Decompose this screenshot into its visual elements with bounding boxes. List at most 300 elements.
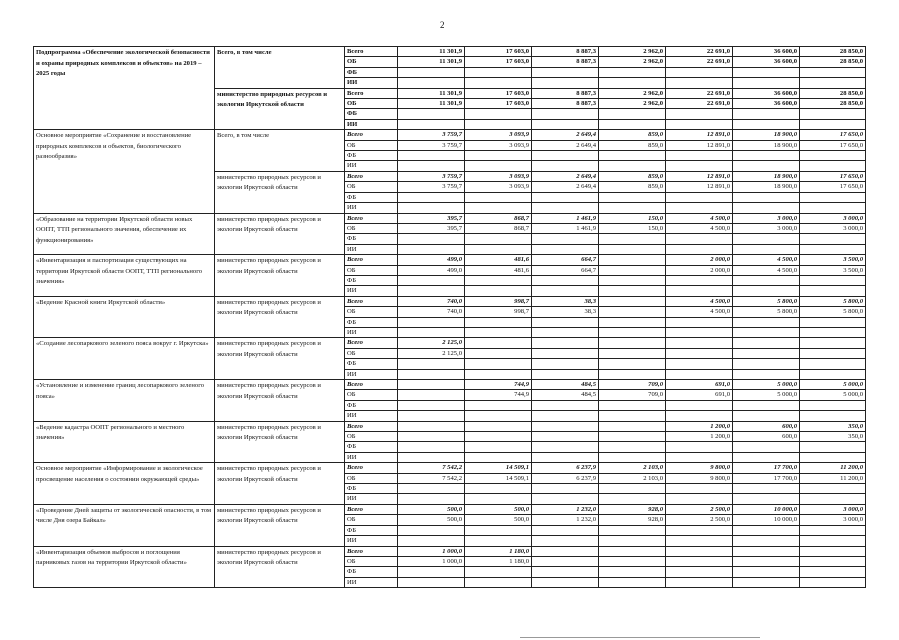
amount-cell: 2 500,0 (666, 504, 733, 514)
activity-name-cell: «Инвентаризация и паспортизация существующих на территории Иркутской области ООПТ, ТТП регионального значения» (34, 255, 215, 297)
amount-cell: 17 650,0 (800, 130, 866, 140)
amount-cell (532, 286, 599, 296)
amount-cell: 500,0 (398, 515, 465, 525)
amount-cell: 2 500,0 (666, 515, 733, 525)
amount-cell: 36 600,0 (733, 88, 800, 98)
amount-cell: 4 500,0 (733, 255, 800, 265)
funding-source-cell: ФБ (345, 525, 398, 535)
amount-cell: 481,6 (465, 265, 532, 275)
amount-cell (465, 67, 532, 77)
amount-cell (465, 577, 532, 587)
amount-cell (800, 494, 866, 504)
amount-cell: 12 891,0 (666, 171, 733, 181)
funding-source-cell: ФБ (345, 484, 398, 494)
amount-cell (599, 109, 666, 119)
amount-cell: 2 962,0 (599, 88, 666, 98)
funding-source-cell: ИИ (345, 161, 398, 171)
amount-cell (532, 78, 599, 88)
amount-cell: 2 649,4 (532, 182, 599, 192)
amount-cell (733, 151, 800, 161)
amount-cell (800, 400, 866, 410)
amount-cell: 3 093,9 (465, 171, 532, 181)
amount-cell (465, 338, 532, 348)
funding-source-cell: Всего (345, 504, 398, 514)
amount-cell (599, 151, 666, 161)
amount-cell (733, 286, 800, 296)
amount-cell (465, 192, 532, 202)
amount-cell: 17 700,0 (733, 473, 800, 483)
amount-cell (465, 400, 532, 410)
amount-cell (532, 203, 599, 213)
activity-name-cell: «Создание лесопаркового зеленого пояса вокруг г. Иркутска» (34, 338, 215, 380)
amount-cell (398, 390, 465, 400)
amount-cell (599, 234, 666, 244)
amount-cell (532, 536, 599, 546)
funding-source-cell: ОБ (345, 390, 398, 400)
amount-cell (465, 421, 532, 431)
amount-cell (800, 567, 866, 577)
table-row (34, 504, 866, 514)
amount-cell (800, 442, 866, 452)
amount-cell: 499,0 (398, 255, 465, 265)
amount-cell: 998,7 (465, 296, 532, 306)
amount-cell (733, 452, 800, 462)
executor-cell: министерство природных ресурсов и экологии Иркутской области (215, 255, 345, 297)
amount-cell (599, 192, 666, 202)
funding-source-cell: Всего (345, 213, 398, 223)
amount-cell: 709,0 (599, 390, 666, 400)
amount-cell: 1 232,0 (532, 515, 599, 525)
amount-cell: 2 649,4 (532, 140, 599, 150)
amount-cell (465, 494, 532, 504)
amount-cell: 744,9 (465, 390, 532, 400)
amount-cell (599, 484, 666, 494)
amount-cell (666, 494, 733, 504)
amount-cell (599, 286, 666, 296)
amount-cell (532, 234, 599, 244)
funding-source-cell: ОБ (345, 432, 398, 442)
amount-cell: 5 000,0 (800, 390, 866, 400)
table-row (34, 338, 866, 348)
amount-cell: 481,6 (465, 255, 532, 265)
amount-cell (666, 577, 733, 587)
amount-cell (733, 359, 800, 369)
amount-cell: 3 000,0 (800, 515, 866, 525)
amount-cell (532, 161, 599, 171)
amount-cell (666, 442, 733, 452)
amount-cell (532, 275, 599, 285)
amount-cell: 18 900,0 (733, 182, 800, 192)
amount-cell (733, 317, 800, 327)
amount-cell: 17 650,0 (800, 182, 866, 192)
amount-cell (599, 452, 666, 462)
amount-cell: 664,7 (532, 265, 599, 275)
amount-cell (465, 286, 532, 296)
funding-source-cell: ФБ (345, 192, 398, 202)
amount-cell: 859,0 (599, 140, 666, 150)
amount-cell: 1 180,0 (465, 556, 532, 566)
table-row (34, 296, 866, 306)
amount-cell: 2 103,0 (599, 473, 666, 483)
funding-source-cell: ОБ (345, 556, 398, 566)
amount-cell (666, 109, 733, 119)
amount-cell (599, 567, 666, 577)
amount-cell: 17 603,0 (465, 57, 532, 67)
amount-cell: 3 759,7 (398, 171, 465, 181)
amount-cell (398, 78, 465, 88)
executor-cell: министерство природных ресурсов и экологии Иркутской области (215, 171, 345, 213)
funding-source-cell: Всего (345, 546, 398, 556)
activity-name-cell: «Образование на территории Иркутской области новых ООПТ, ТТП регионального значения, обеспечение их функционирования» (34, 213, 215, 255)
amount-cell (666, 348, 733, 358)
funding-source-cell: ИИ (345, 494, 398, 504)
amount-cell (532, 317, 599, 327)
activity-name-cell: Подпрограмма «Обеспечение экологической безопасности и охраны природных комплексов и объектов» на 2019 – 2025 годы (34, 47, 215, 130)
amount-cell (800, 536, 866, 546)
amount-cell (733, 109, 800, 119)
amount-cell: 1 180,0 (465, 546, 532, 556)
amount-cell (733, 484, 800, 494)
amount-cell (800, 67, 866, 77)
amount-cell (800, 411, 866, 421)
amount-cell (666, 525, 733, 535)
amount-cell (599, 369, 666, 379)
amount-cell: 859,0 (599, 171, 666, 181)
amount-cell: 3 500,0 (800, 255, 866, 265)
amount-cell: 1 200,0 (666, 432, 733, 442)
amount-cell: 5 800,0 (733, 296, 800, 306)
amount-cell (532, 421, 599, 431)
funding-source-cell: ОБ (345, 307, 398, 317)
amount-cell: 22 691,0 (666, 47, 733, 57)
amount-cell (599, 255, 666, 265)
amount-cell: 484,5 (532, 380, 599, 390)
amount-cell: 2 649,4 (532, 130, 599, 140)
amount-cell: 6 237,9 (532, 463, 599, 473)
funding-source-cell: ИИ (345, 119, 398, 129)
amount-cell (733, 556, 800, 566)
amount-cell (398, 452, 465, 462)
amount-cell (733, 442, 800, 452)
amount-cell (465, 369, 532, 379)
funding-source-cell: ИИ (345, 78, 398, 88)
amount-cell (532, 556, 599, 566)
amount-cell (800, 348, 866, 358)
amount-cell: 150,0 (599, 223, 666, 233)
amount-cell (666, 411, 733, 421)
executor-cell: министерство природных ресурсов и экологии Иркутской области (215, 338, 345, 380)
funding-source-cell: ФБ (345, 151, 398, 161)
amount-cell: 2 962,0 (599, 47, 666, 57)
table-row (34, 213, 866, 223)
amount-cell (666, 400, 733, 410)
amount-cell (800, 244, 866, 254)
amount-cell (599, 556, 666, 566)
amount-cell (599, 244, 666, 254)
funding-source-cell: ОБ (345, 99, 398, 109)
amount-cell (599, 67, 666, 77)
amount-cell (398, 369, 465, 379)
amount-cell: 664,7 (532, 255, 599, 265)
amount-cell (599, 411, 666, 421)
amount-cell (465, 234, 532, 244)
amount-cell (800, 317, 866, 327)
amount-cell (800, 327, 866, 337)
amount-cell: 5 800,0 (800, 296, 866, 306)
amount-cell (733, 67, 800, 77)
amount-cell: 1 200,0 (666, 421, 733, 431)
amount-cell: 12 891,0 (666, 182, 733, 192)
amount-cell: 3 759,7 (398, 140, 465, 150)
amount-cell: 2 125,0 (398, 348, 465, 358)
amount-cell: 14 509,1 (465, 473, 532, 483)
amount-cell: 499,0 (398, 265, 465, 275)
amount-cell (666, 203, 733, 213)
funding-source-cell: ИИ (345, 327, 398, 337)
amount-cell (599, 432, 666, 442)
activity-name-cell: «Установление и изменение границ лесопаркового зеленого пояса» (34, 380, 215, 422)
amount-cell (465, 484, 532, 494)
amount-cell: 11 301,9 (398, 57, 465, 67)
amount-cell: 998,7 (465, 307, 532, 317)
amount-cell (398, 119, 465, 129)
amount-cell: 10 000,0 (733, 504, 800, 514)
amount-cell (532, 567, 599, 577)
amount-cell: 36 600,0 (733, 47, 800, 57)
amount-cell (666, 286, 733, 296)
amount-cell (599, 359, 666, 369)
funding-source-cell: ИИ (345, 452, 398, 462)
funding-source-cell: ФБ (345, 275, 398, 285)
activity-name-cell: «Ведение кадастра ООПТ регионального и местного значения» (34, 421, 215, 463)
amount-cell (666, 234, 733, 244)
amount-cell: 17 603,0 (465, 88, 532, 98)
amount-cell (398, 286, 465, 296)
amount-cell: 2 125,0 (398, 338, 465, 348)
amount-cell (800, 275, 866, 285)
amount-cell (398, 161, 465, 171)
amount-cell (599, 307, 666, 317)
amount-cell (666, 192, 733, 202)
amount-cell: 691,0 (666, 380, 733, 390)
executor-cell: министерство природных ресурсов и экологии Иркутской области (215, 546, 345, 588)
funding-source-cell: Всего (345, 421, 398, 431)
amount-cell (666, 244, 733, 254)
amount-cell (398, 359, 465, 369)
amount-cell (599, 317, 666, 327)
table-row (34, 546, 866, 556)
amount-cell (532, 151, 599, 161)
amount-cell (398, 109, 465, 119)
amount-cell (599, 203, 666, 213)
amount-cell: 740,0 (398, 296, 465, 306)
amount-cell: 14 509,1 (465, 463, 532, 473)
amount-cell (666, 67, 733, 77)
amount-cell (800, 161, 866, 171)
activity-name-cell: Основное мероприятие «Сохранение и восстановление природных комплексов и объектов, биологического разнообразия» (34, 130, 215, 213)
amount-cell: 500,0 (398, 504, 465, 514)
amount-cell (398, 192, 465, 202)
amount-cell (666, 78, 733, 88)
amount-cell: 11 200,0 (800, 463, 866, 473)
funding-source-cell: Всего (345, 296, 398, 306)
amount-cell: 28 850,0 (800, 99, 866, 109)
amount-cell (465, 432, 532, 442)
amount-cell (800, 234, 866, 244)
funding-source-cell: ОБ (345, 348, 398, 358)
funding-source-cell: ОБ (345, 140, 398, 150)
amount-cell (532, 327, 599, 337)
amount-cell: 17 603,0 (465, 99, 532, 109)
amount-cell: 1 232,0 (532, 504, 599, 514)
funding-source-cell: ОБ (345, 57, 398, 67)
amount-cell (532, 577, 599, 587)
amount-cell (666, 338, 733, 348)
scan-artifact-line (520, 637, 760, 638)
amount-cell (599, 161, 666, 171)
amount-cell (465, 275, 532, 285)
amount-cell (532, 411, 599, 421)
funding-source-cell: Всего (345, 47, 398, 57)
amount-cell (465, 536, 532, 546)
amount-cell: 18 900,0 (733, 130, 800, 140)
amount-cell (532, 432, 599, 442)
funding-source-cell: ФБ (345, 567, 398, 577)
activity-name-cell: «Проведение Дней защиты от экологической опасности, в том числе Дня озера Байкал» (34, 504, 215, 546)
amount-cell: 600,0 (733, 421, 800, 431)
amount-cell: 1 000,0 (398, 556, 465, 566)
amount-cell: 350,0 (800, 421, 866, 431)
amount-cell (800, 192, 866, 202)
amount-cell (733, 348, 800, 358)
amount-cell (532, 494, 599, 504)
amount-cell (733, 494, 800, 504)
amount-cell (465, 327, 532, 337)
amount-cell (398, 525, 465, 535)
amount-cell (733, 369, 800, 379)
amount-cell (465, 317, 532, 327)
amount-cell (532, 192, 599, 202)
funding-source-cell: ФБ (345, 317, 398, 327)
amount-cell (465, 452, 532, 462)
amount-cell (532, 452, 599, 462)
amount-cell (733, 546, 800, 556)
amount-cell (532, 484, 599, 494)
amount-cell: 928,0 (599, 515, 666, 525)
executor-cell: министерство природных ресурсов и экологии Иркутской области (215, 296, 345, 338)
amount-cell: 3 759,7 (398, 182, 465, 192)
amount-cell: 709,0 (599, 380, 666, 390)
funding-source-cell: ОБ (345, 473, 398, 483)
amount-cell (733, 203, 800, 213)
funding-source-cell: Всего (345, 463, 398, 473)
amount-cell (666, 484, 733, 494)
amount-cell (532, 109, 599, 119)
executor-cell: Всего, в том числе (215, 130, 345, 172)
amount-cell: 150,0 (599, 213, 666, 223)
amount-cell (532, 119, 599, 129)
amount-cell: 2 000,0 (666, 255, 733, 265)
amount-cell: 12 891,0 (666, 130, 733, 140)
amount-cell: 4 500,0 (666, 213, 733, 223)
amount-cell (800, 78, 866, 88)
amount-cell (733, 525, 800, 535)
amount-cell (599, 265, 666, 275)
amount-cell (800, 577, 866, 587)
amount-cell (666, 317, 733, 327)
amount-cell: 3 000,0 (800, 504, 866, 514)
amount-cell (666, 536, 733, 546)
amount-cell (666, 452, 733, 462)
amount-cell (599, 400, 666, 410)
executor-cell: Всего, в том числе (215, 47, 345, 89)
amount-cell: 2 962,0 (599, 57, 666, 67)
amount-cell (532, 348, 599, 358)
amount-cell (800, 203, 866, 213)
funding-source-cell: ФБ (345, 442, 398, 452)
amount-cell (398, 275, 465, 285)
budget-table-body (34, 47, 866, 588)
amount-cell: 395,7 (398, 213, 465, 223)
amount-cell: 600,0 (733, 432, 800, 442)
amount-cell (800, 119, 866, 129)
amount-cell (666, 275, 733, 285)
amount-cell (398, 317, 465, 327)
amount-cell (465, 359, 532, 369)
funding-source-cell: ФБ (345, 400, 398, 410)
amount-cell (398, 484, 465, 494)
amount-cell (398, 244, 465, 254)
amount-cell: 22 691,0 (666, 88, 733, 98)
amount-cell (599, 275, 666, 285)
amount-cell (666, 567, 733, 577)
amount-cell: 395,7 (398, 223, 465, 233)
funding-source-cell: Всего (345, 88, 398, 98)
amount-cell (599, 525, 666, 535)
amount-cell (465, 203, 532, 213)
amount-cell (465, 151, 532, 161)
amount-cell: 500,0 (465, 504, 532, 514)
amount-cell: 3 500,0 (800, 265, 866, 275)
amount-cell: 18 900,0 (733, 140, 800, 150)
amount-cell (800, 359, 866, 369)
amount-cell (465, 244, 532, 254)
amount-cell (599, 348, 666, 358)
amount-cell (465, 119, 532, 129)
table-row (34, 421, 866, 431)
amount-cell: 5 000,0 (733, 380, 800, 390)
amount-cell: 8 887,3 (532, 88, 599, 98)
amount-cell: 9 800,0 (666, 473, 733, 483)
amount-cell: 5 000,0 (733, 390, 800, 400)
funding-source-cell: ОБ (345, 265, 398, 275)
amount-cell (532, 244, 599, 254)
amount-cell: 859,0 (599, 130, 666, 140)
amount-cell: 928,0 (599, 504, 666, 514)
amount-cell: 1 000,0 (398, 546, 465, 556)
amount-cell: 2 649,4 (532, 171, 599, 181)
amount-cell (666, 119, 733, 129)
funding-source-cell: ИИ (345, 536, 398, 546)
funding-source-cell: ФБ (345, 359, 398, 369)
amount-cell: 36 600,0 (733, 99, 800, 109)
amount-cell (666, 546, 733, 556)
amount-cell (800, 151, 866, 161)
amount-cell: 3 093,9 (465, 140, 532, 150)
amount-cell (599, 546, 666, 556)
funding-source-cell: Всего (345, 338, 398, 348)
amount-cell: 6 237,9 (532, 473, 599, 483)
